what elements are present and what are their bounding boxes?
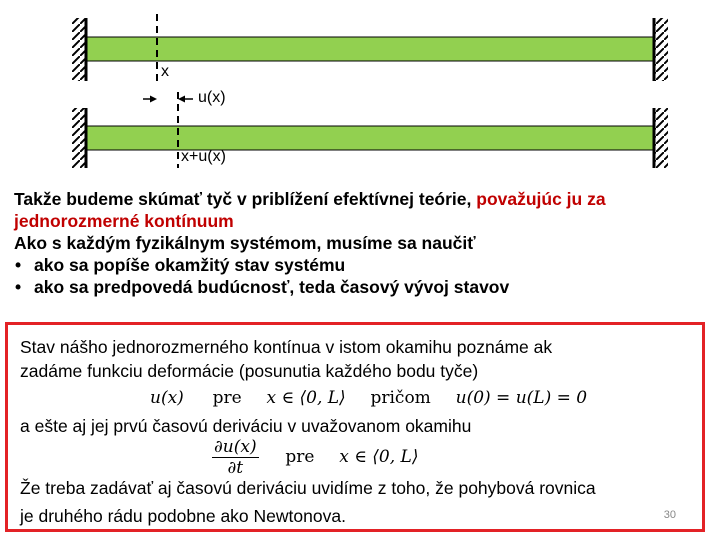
intro-line-1: Takže budeme skúmať tyč v priblížení efektívnej teórie, považujúc ju za jednorozmerné kontínuum (14, 189, 606, 231)
intro-text (14, 188, 714, 298)
box-line-4: Že treba zadávať aj časovú deriváciu uvidíme z toho, že pohybová rovnica (20, 478, 596, 498)
intro-line-2: Ako s každým fyzikálnym systémom, musíme sa naučiť (14, 233, 476, 253)
deformation-diagram (0, 0, 720, 180)
left-wall-top (72, 18, 86, 81)
bullet-item: • ako sa popíše okamžitý stav systému (14, 254, 714, 276)
right-wall-top (654, 18, 668, 81)
label-x-plus-u-of-x: x+u(x) (181, 148, 226, 165)
bullet-item: • ako sa predpovedá budúcnosť, teda časový vývoj stavov (14, 276, 714, 298)
right-wall-bottom (654, 108, 668, 168)
box-line-3: a ešte aj jej prvú časovú deriváciu v uvažovanom okamihu (20, 416, 472, 436)
highlight-text: považujúc ju za jednorozmerné kontínuum (14, 189, 606, 231)
box-line-2: zadáme funkciu deformácie (posunutia každého bodu tyče) (20, 361, 479, 381)
displacement-arrows (143, 96, 193, 103)
formula-derivative: $\frac{\partial u(x)}{\partial t}$ pre x ∈ ⟨0, L⟩ (214, 437, 419, 478)
highlight-box (5, 322, 705, 532)
label-u-of-x: u(x) (198, 89, 226, 106)
formula-state: u(x) pre x ∈ ⟨0, L⟩ pričom u(0) = u(L) = 0 (150, 388, 588, 408)
label-x: x (161, 63, 169, 80)
rod-undeformed (86, 37, 654, 61)
page-number: 30 (663, 509, 676, 521)
left-wall-bottom (72, 108, 86, 168)
box-line-1: Stav nášho jednorozmerného kontínua v istom okamihu poznáme ak (20, 337, 553, 357)
rod-deformed (86, 126, 654, 150)
box-line-5: je druhého rádu podobne ako Newtonova. (20, 506, 346, 526)
